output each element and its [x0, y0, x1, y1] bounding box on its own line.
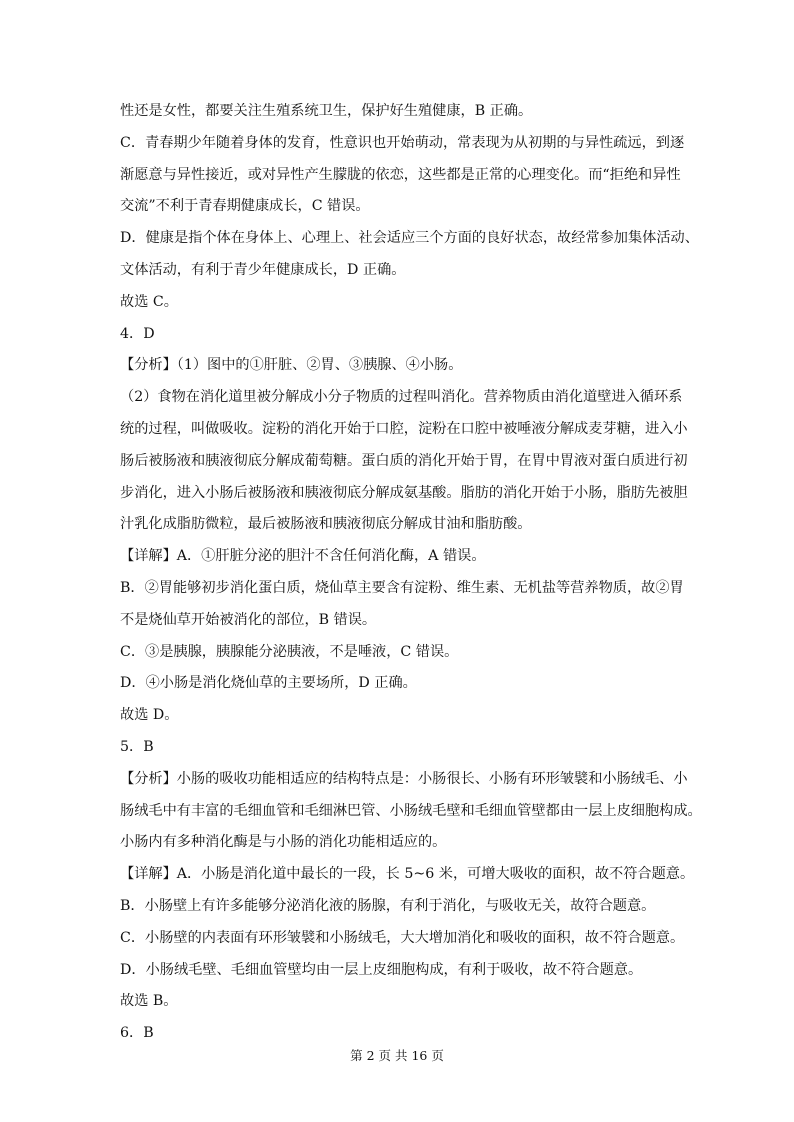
text-line: 肠绒毛中有丰富的毛细血管和毛细淋巴管、小肠绒毛壁和毛细血管壁都由一层上皮细胞构成。 — [120, 802, 702, 819]
text-line: 肠后被肠液和胰液彻底分解成葡萄糖。蛋白质的消化开始于胃，在胃中胃液对蛋白质进行初 — [120, 452, 688, 469]
text-line: C．青春期少年随着身体的发育，性意识也开始萌动，常表现为从初期的与异性疏远，到逐 — [120, 134, 685, 151]
text-line: 6．B — [120, 1025, 154, 1042]
text-line: 故选 D。 — [120, 707, 179, 724]
text-line: D．健康是指个体在身体上、心理上、社会适应三个方面的良好状态，故经常参加集体活动、 — [120, 230, 699, 247]
text-line: 性还是女性，都要关注生殖系统卫生，保护好生殖健康，B 正确。 — [120, 103, 533, 119]
text-line: 【详解】A．小肠是消化道中最长的一段，长 5~6 米，可增大吸收的面积，故不符合题意。 — [120, 866, 695, 883]
text-line: 小肠内有多种消化酶是与小肠的消化功能相适应的。 — [120, 834, 447, 851]
text-line: 步消化，进入小肠后被肠液和胰液彻底分解成氨基酸。脂肪的消化开始于小肠，脂肪先被胆 — [120, 484, 688, 501]
text-line: C．小肠壁的内表面有环形皱襞和小肠绒毛，大大增加消化和吸收的面积，故不符合题意。 — [120, 929, 685, 946]
text-line: 【分析】（1）图中的①肝脏、②胃、③胰腺、④小肠。 — [120, 357, 463, 374]
text-line: 故选 B。 — [120, 993, 178, 1010]
text-line: 不是烧仙草开始被消化的部位，B 错误。 — [120, 611, 377, 628]
answer-text-body — [120, 96, 702, 1050]
text-line: 4．D — [120, 325, 155, 342]
text-line: （2）食物在消化道里被分解成小分子物质的过程叫消化。营养物质由消化道壁进入循环系 — [120, 389, 683, 406]
text-line: B．②胃能够初步消化蛋白质，烧仙草主要含有淀粉、维生素、无机盐等营养物质，故②胃 — [120, 579, 684, 596]
text-line: D．小肠绒毛壁、毛细血管壁均由一层上皮细胞构成，有利于吸收，故不符合题意。 — [120, 961, 643, 978]
text-line: 【详解】A．①肝脏分泌的胆汁不含任何消化酶，A 错误。 — [120, 548, 486, 565]
text-line: 汁乳化成脂肪微粒，最后被肠液和胰液彻底分解成甘油和脂肪酸。 — [120, 516, 532, 533]
text-line: 故选 C。 — [120, 293, 178, 310]
text-line: B．小肠壁上有许多能够分泌消化液的肠腺，有利于消化，与吸收无关，故符合题意。 — [120, 897, 656, 914]
page-footer: 第 2 页 共 16 页 — [350, 1048, 444, 1063]
text-line: 文体活动，有利于青少年健康成长，D 正确。 — [120, 261, 406, 278]
text-line: 5．B — [120, 738, 154, 755]
text-line: 【分析】小肠的吸收功能相适应的结构特点是：小肠很长、小肠有环形皱襞和小肠绒毛、小 — [120, 770, 688, 787]
text-line: 统的过程，叫做吸收。淀粉的消化开始于口腔，淀粉在口腔中被唾液分解成麦芽糖，进入小 — [120, 420, 688, 437]
text-line: 交流”不利于青春期健康成长，C 错误。 — [120, 198, 370, 215]
text-line: D．④小肠是消化烧仙草的主要场所，D 正确。 — [120, 675, 417, 692]
text-line: C．③是胰腺，胰腺能分泌胰液，不是唾液，C 错误。 — [120, 643, 459, 660]
text-line: 渐愿意与异性接近，或对异性产生朦胧的依恋，这些都是正常的心理变化。而“拒绝和异性 — [120, 166, 681, 183]
